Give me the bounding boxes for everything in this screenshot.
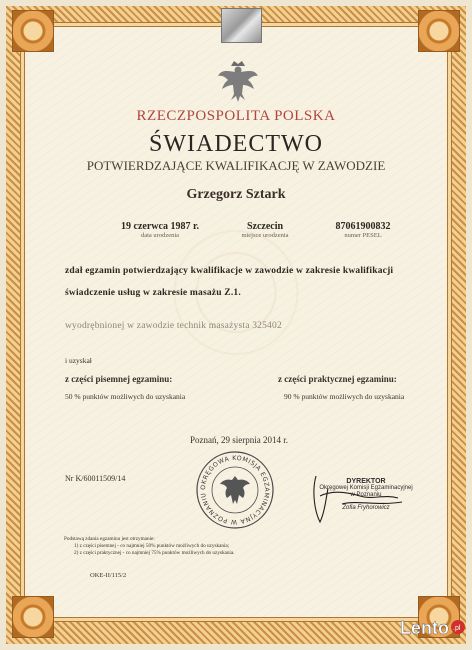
hologram-sticker bbox=[221, 8, 262, 43]
svg-text:.pl: .pl bbox=[453, 625, 461, 632]
eagle-emblem-icon bbox=[216, 58, 260, 104]
birth-date-field bbox=[110, 221, 210, 239]
document-subtitle: POTWIERDZAJĄCE KWALIFIKACJĘ W ZAWODZIE bbox=[86, 158, 386, 173]
pesel-caption: numer PESEL bbox=[344, 232, 382, 239]
place-and-date: Poznań, 29 sierpnia 2014 r. bbox=[190, 435, 288, 445]
official-seal-icon bbox=[195, 450, 275, 530]
corner-ornament bbox=[12, 10, 54, 52]
director-org-2: w Poznaniu bbox=[350, 492, 382, 498]
director-org-1: Okręgowej Komisji Egzaminacyjnej bbox=[319, 485, 413, 491]
birth-date: 19 czerwca 1987 r. bbox=[121, 221, 199, 232]
holder-name: Grzegorz Sztark bbox=[186, 187, 286, 202]
director-title: DYREKTOR bbox=[346, 478, 386, 485]
obtained-label: i uzyskał bbox=[65, 356, 92, 365]
pesel-field bbox=[318, 221, 408, 239]
director-block bbox=[316, 478, 416, 512]
birth-place-field bbox=[220, 221, 310, 239]
birth-place-caption: miejsce urodzenia bbox=[241, 232, 289, 239]
notes-item-1: 1) z części pisemnej - co najmniej 50% punktów możliwych do uzyskania; bbox=[74, 543, 230, 549]
notes-item-2: 2) z części praktycznej - co najmniej 75% punktów możliwych do uzyskania. bbox=[74, 550, 235, 556]
notes-heading: Podstawą zdania egzaminu jest otrzymanie: bbox=[64, 536, 155, 542]
certificate-number: Nr K/60011509/14 bbox=[65, 474, 126, 483]
corner-ornament bbox=[418, 10, 460, 52]
republic-heading: RZECZPOSPOLITA POLSKA bbox=[136, 108, 336, 124]
seal-text: OKRĘGOWA KOMISJA EGZAMINACYJNA W POZNANIU bbox=[199, 454, 271, 526]
corner-ornament bbox=[12, 596, 54, 638]
svg-text:Lento: Lento bbox=[400, 618, 449, 638]
exam-notes bbox=[64, 536, 234, 557]
written-part-label: z części pisemnej egzaminu: bbox=[65, 374, 173, 384]
exam-statement-line: zdał egzamin potwierdzający kwalifikacje w zawodzie w zakresie kwalifikacji bbox=[65, 266, 394, 276]
written-part-score: 50 % punktów możliwych do uzyskania bbox=[65, 392, 186, 401]
lento-watermark-logo bbox=[398, 610, 466, 644]
document-title: ŚWIADECTWO bbox=[149, 131, 323, 157]
profession-line: wyodrębnionej w zawodzie technik masażysta 325402 bbox=[65, 321, 282, 331]
birth-place: Szczecin bbox=[246, 221, 284, 232]
qualification-line: świadczenie usług w zakresie masażu Z.1. bbox=[65, 288, 241, 298]
practical-part-label: z części praktycznej egzaminu: bbox=[278, 374, 397, 384]
practical-part-score: 90 % punktów możliwych do uzyskania bbox=[284, 392, 405, 401]
director-name: Zofia Fryhorowicz bbox=[342, 505, 390, 511]
pesel-number: 87061900832 bbox=[335, 221, 391, 232]
birth-date-caption: data urodzenia bbox=[140, 232, 180, 239]
form-reference: OKE-II/115/2 bbox=[90, 572, 127, 579]
